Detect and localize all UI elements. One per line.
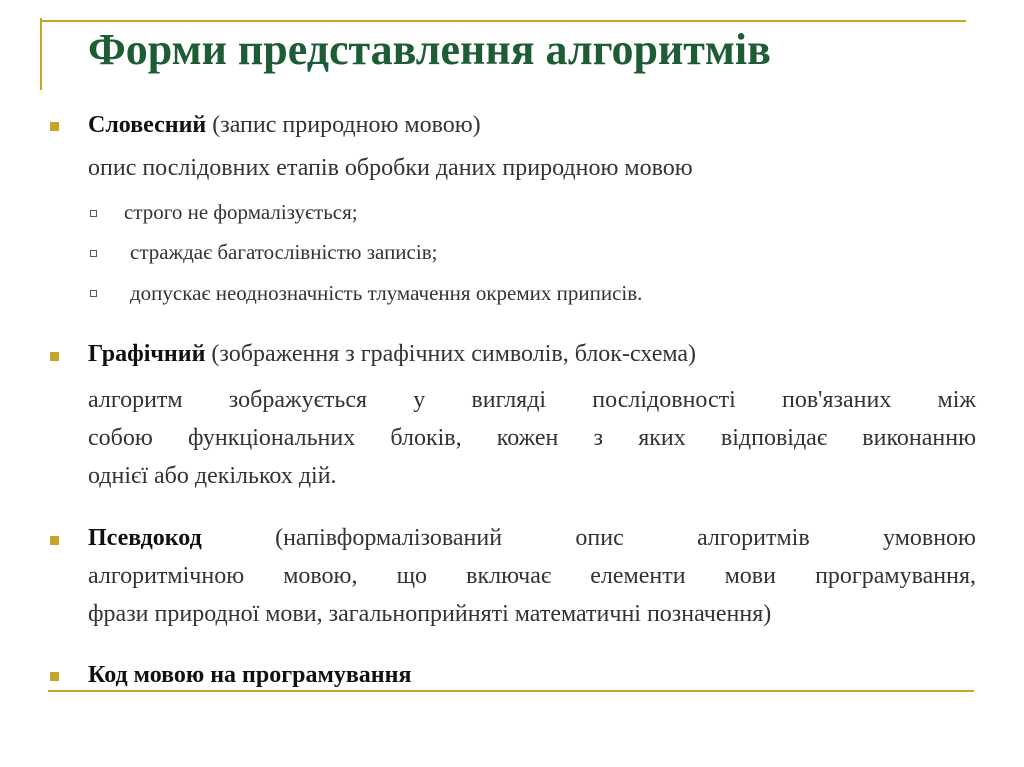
section-2-description-line-2: собою функціональних блоків, кожен з яких відповідає виконанню [88,425,976,451]
section-1-point-2: страждає багатослівністю записів; [130,240,438,264]
section-4-heading [88,660,411,690]
section-1-point-3: допускає неоднозначність тлумачення окремих приписів. [130,281,643,305]
bullet-square-icon [50,122,59,131]
slide-title: Форми представлення алгоритмів [88,25,771,74]
section-2-term: Графічний [88,341,206,367]
left-rule [40,18,42,90]
section-1-term: Словесний [88,112,207,138]
bullet-square-icon [50,672,59,681]
section-3-heading [88,523,976,553]
section-1-point-1: строго не формалізується; [124,200,358,224]
checkbox-square-icon [90,250,97,257]
section-3-note-line-3: фрази природної мови, загальноприйняті математичні позначення) [88,601,772,627]
section-3-term: Псевдокод [88,525,202,551]
section-2-note: (зображення з графічних символів, блок-схема) [211,341,697,367]
bullet-square-icon [50,536,59,545]
checkbox-square-icon [90,290,97,297]
section-2-description-line-3: однієї або декількох дій. [88,463,337,489]
section-4-term: Код мовою на програмування [88,662,412,688]
checkbox-square-icon [90,210,97,217]
section-3-note-line-2: алгоритмічною мовою, що включає елементи мови програмування, [88,563,976,589]
bullet-square-icon [50,352,59,361]
section-1-heading [88,110,481,140]
section-1-description: опис послідовних етапів обробки даних природною мовою [88,155,693,181]
section-2-description-line-1: алгоритм зображується у вигляді послідовності пов'язаних між [88,387,976,413]
section-3-note-line-1: (напівформалізований опис алгоритмів умовною [275,525,976,551]
bottom-rule [48,690,974,692]
section-1-note: (запис природною мовою) [212,112,481,138]
section-2-heading [88,339,696,369]
